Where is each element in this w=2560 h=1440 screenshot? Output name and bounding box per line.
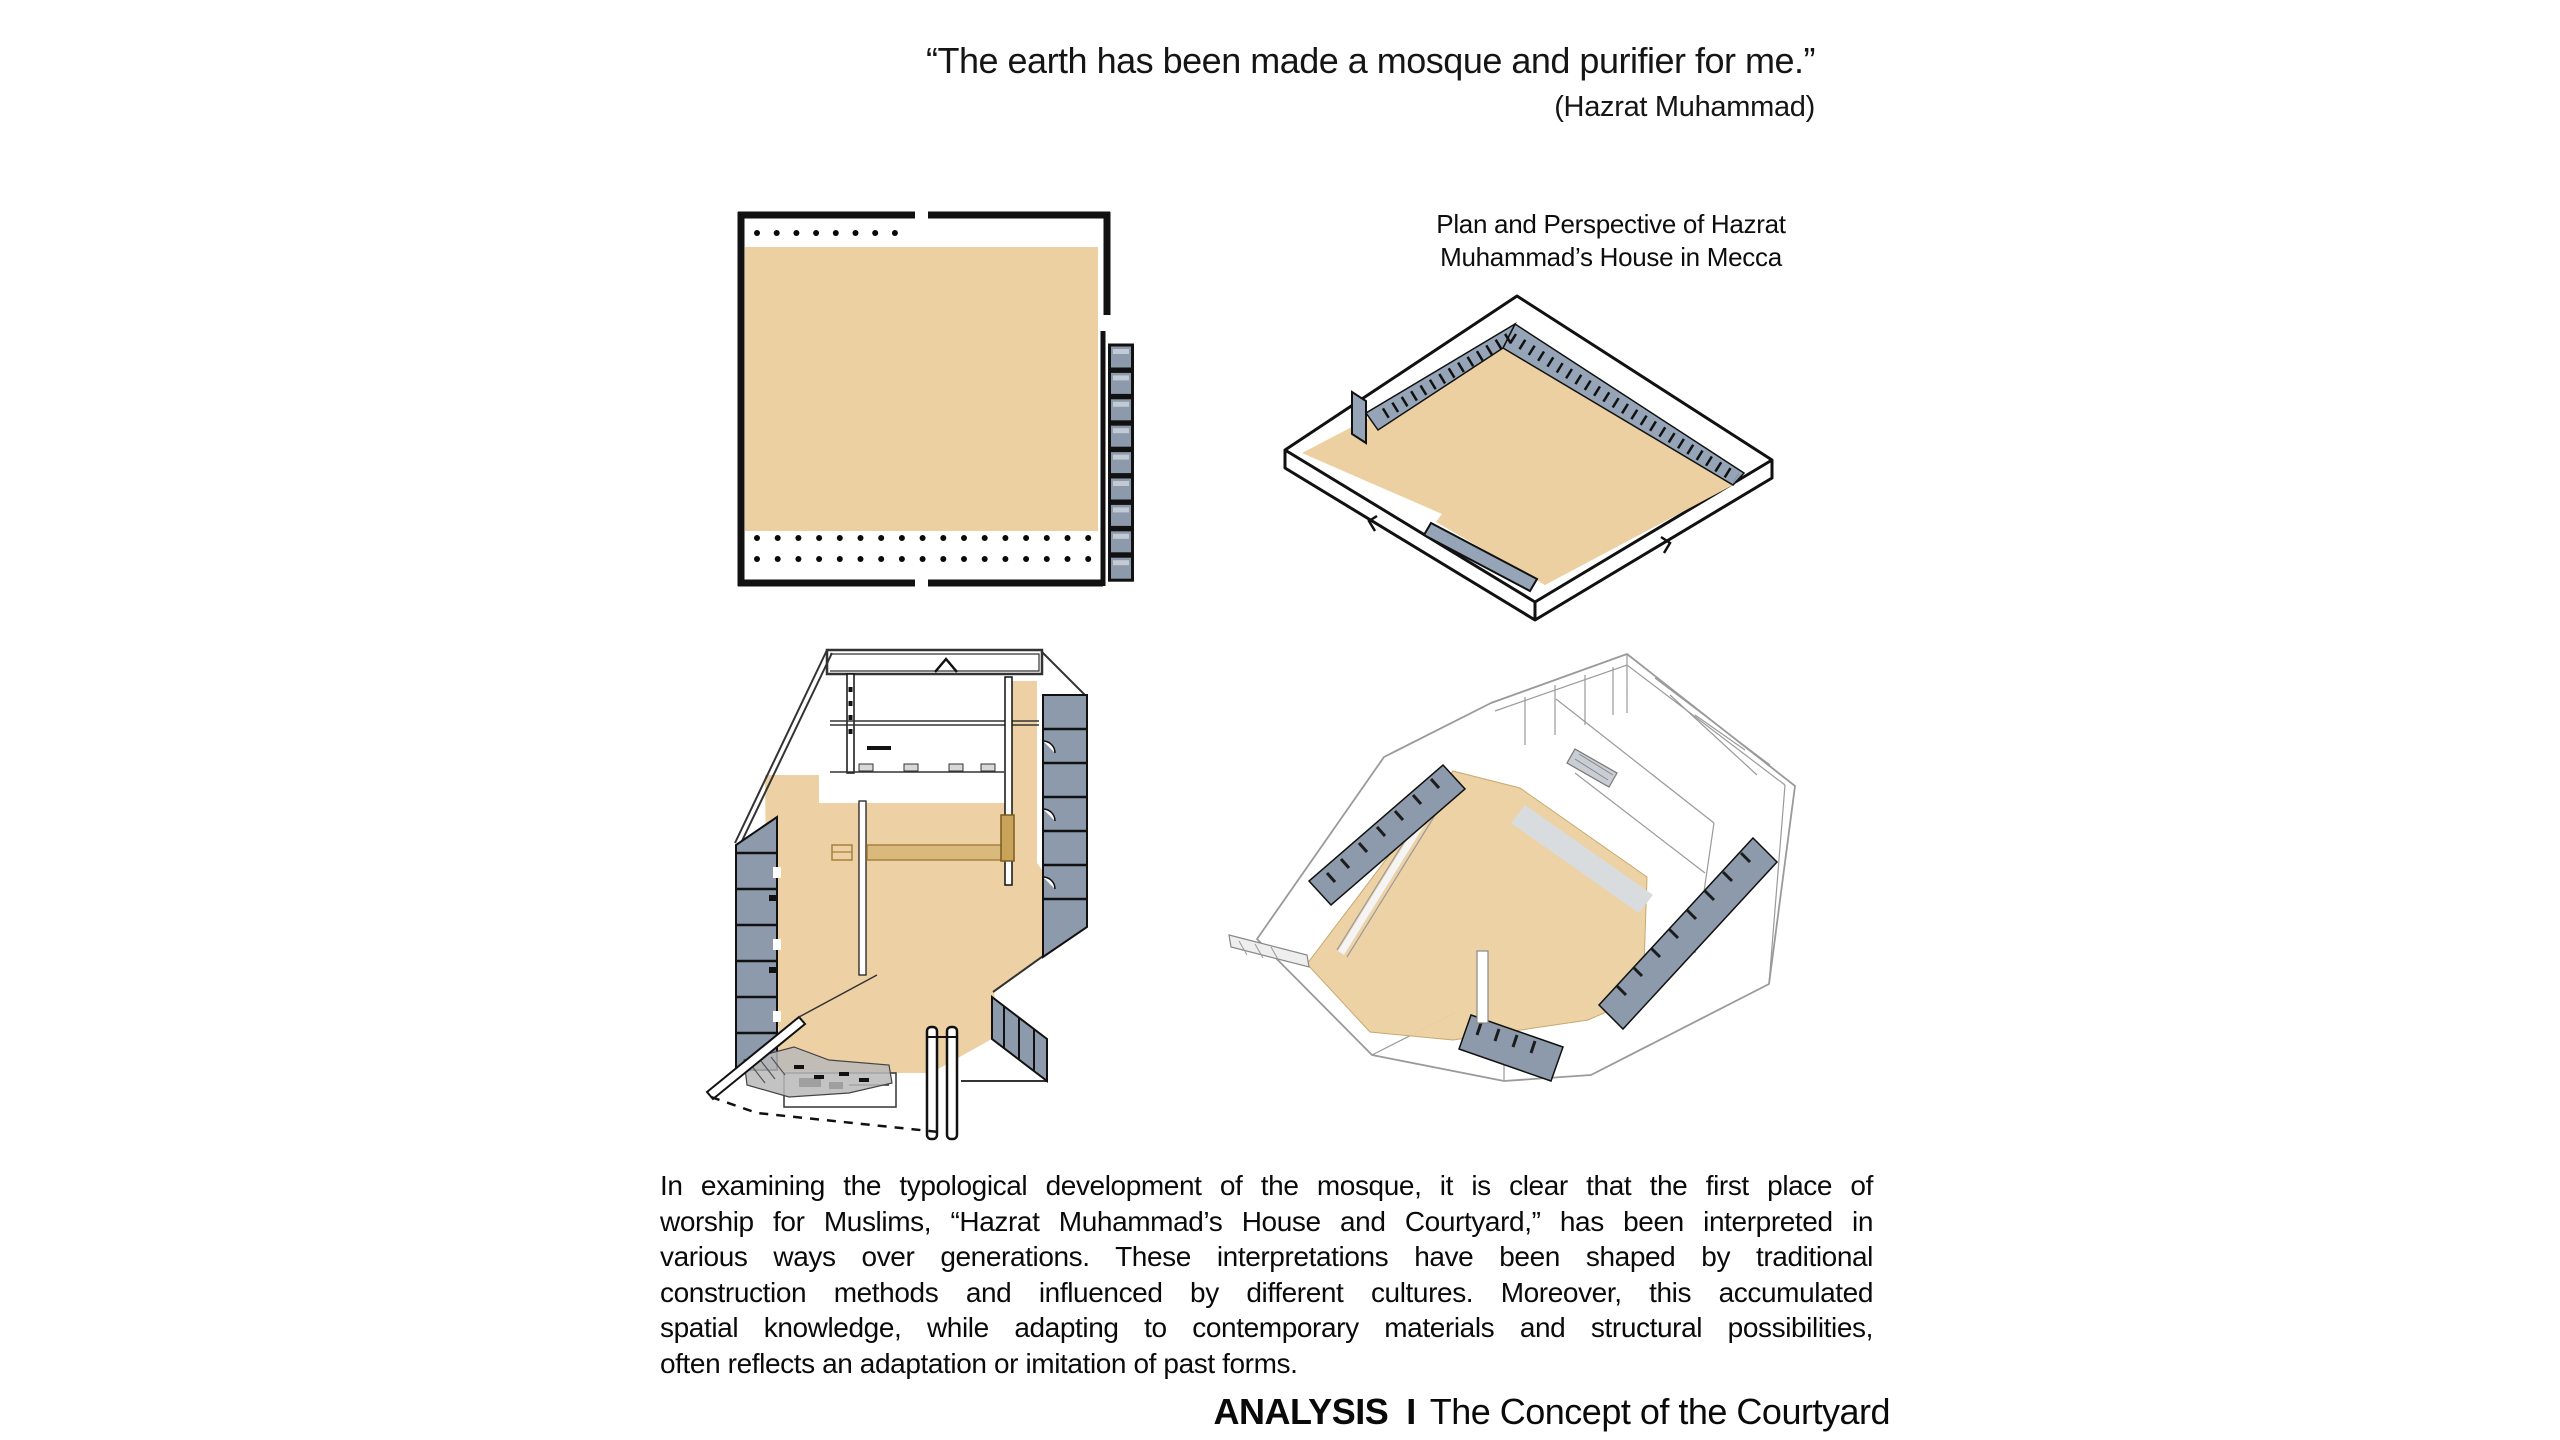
left-room-band (736, 817, 781, 1070)
body-line: construction methods and influenced by different cultures. Moreover, this accumulated (660, 1276, 1873, 1308)
body-line: worship for Muslims, “Hazrat Muhammad’s House and Courtyard,” has been interpreted in (660, 1205, 1873, 1237)
drawing-perspective-courtyard-mosque (1225, 653, 1796, 1085)
courtyard-area (747, 681, 1083, 1073)
drawing-perspective-muhammads-house (1281, 288, 1803, 626)
section-title-analysis: ANALYSIS (1213, 1391, 1389, 1432)
body-line: In examining the typological development of the mosque, it is clear that the first place of (660, 1170, 1873, 1201)
body-paragraph (660, 1168, 1873, 1381)
section-title (657, 1391, 1890, 1433)
courtyard-floor (1302, 348, 1733, 585)
figure-caption (1413, 208, 1809, 274)
courtyard-area (745, 247, 1098, 531)
figure-caption-line1: Plan and Perspective of Hazrat (1436, 209, 1786, 239)
body-line: often reflects an adaptation or imitation of past forms. (660, 1347, 1298, 1379)
drawing-plan-muhammads-house (735, 209, 1137, 589)
lower-right-room-band (992, 997, 1047, 1081)
quote-text: “The earth has been made a mosque and purifier for me.” (926, 40, 1815, 81)
section-title-subtitle: The Concept of the Courtyard (1429, 1391, 1890, 1432)
body-line: spatial knowledge, while adapting to contemporary materials and structural possibilities, (660, 1312, 1873, 1343)
right-room-band (1043, 695, 1087, 957)
body-line: various ways over generations. These interpretations have been shaped by traditional (660, 1241, 1873, 1272)
room-cells (1110, 345, 1133, 580)
drawing-plan-courtyard-mosque (699, 645, 1091, 1153)
courtyard-tower (1477, 951, 1488, 1023)
quote-block (849, 40, 1815, 124)
figure-caption-line2: Muhammad’s House in Mecca (1440, 242, 1782, 272)
quote-attribution: (Hazrat Muhammad) (1554, 91, 1815, 123)
section-title-separator: I (1406, 1391, 1416, 1432)
